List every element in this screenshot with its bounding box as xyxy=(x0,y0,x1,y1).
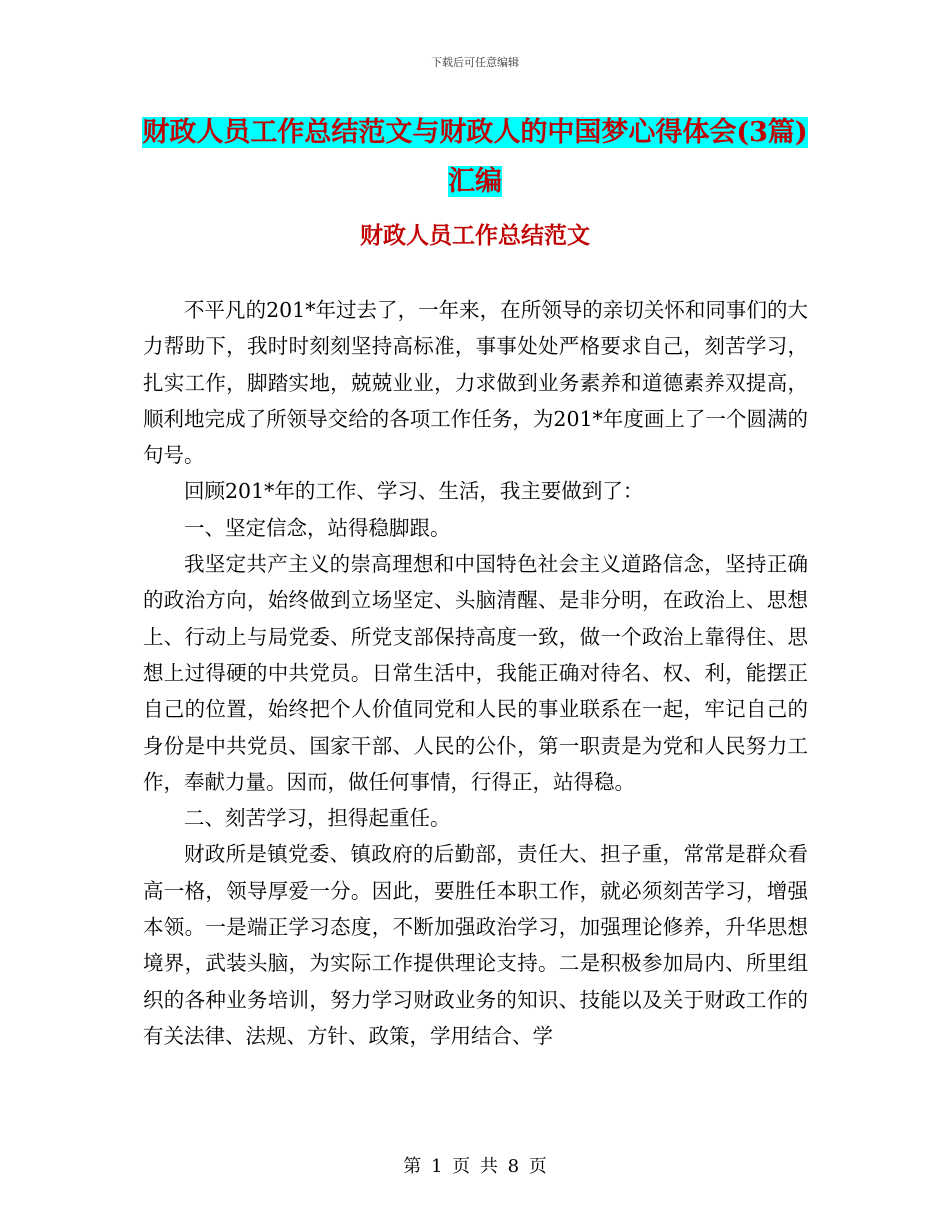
paragraph: 我坚定共产主义的崇高理想和中国特色社会主义道路信念，坚持正确的政治方向，始终做到立场坚定、头脑清醒、是非分明，在政治上、思想上、行动上与局党委、所党支部保持高度一致，做一个政治上靠得住、思想上过得硬的中共党员。日常生活中，我能正确对待名、权、利，能摆正自己的位置，始终把个人价值同党和人民的事业联系在一起，牢记自己的身份是中共党员、国家干部、人民的公仆，第一职责是为党和人民努力工作，奉献力量。因而，做任何事情，行得正，站得稳。 xyxy=(143,552,808,794)
paragraph: 不平凡的201*年过去了，一年来，在所领导的亲切关怀和同事们的大力帮助下，我时时刻刻坚持高标准，事事处处严格要求自己，刻苦学习，扎实工作，脚踏实地，兢兢业业，力求做到业务素养和道德素养双提高，顺利地完成了所领导交给的各项工作任务，为201*年度画上了一个圆满的句号。 xyxy=(143,298,808,468)
page-number: 第 1 页 共 8 页 xyxy=(403,1156,547,1177)
title-highlight: 财政人员工作总结范文与财政人的中国梦心得体会(3篇)汇编 xyxy=(142,117,808,197)
section-title: 财政人员工作总结范文 xyxy=(360,222,590,249)
paragraph: 一、坚定信念，站得稳脚跟。 xyxy=(184,515,451,540)
header-note: 下载后可任意编辑 xyxy=(431,56,519,69)
body-text xyxy=(143,292,808,1054)
paragraph: 二、刻苦学习，担得起重任。 xyxy=(184,806,451,831)
paragraph: 财政所是镇党委、镇政府的后勤部，责任大、担子重，常常是群众看高一格，领导厚爱一分。因此，要胜任本职工作，就必须刻苦学习，增强本领。一是端正学习态度，不断加强政治学习，加强理论修养，升华思想境界，武装头脑，为实际工作提供理论支持。二是积极参加局内、所里组织的各种业务培训，努力学习财政业务的知识、技能以及关于财政工作的有关法律、法规、方针、政策，学用结合、学 xyxy=(143,842,808,1048)
paragraph: 回顾201*年的工作、学习、生活，我主要做到了： xyxy=(184,479,644,504)
document-title xyxy=(140,108,810,206)
